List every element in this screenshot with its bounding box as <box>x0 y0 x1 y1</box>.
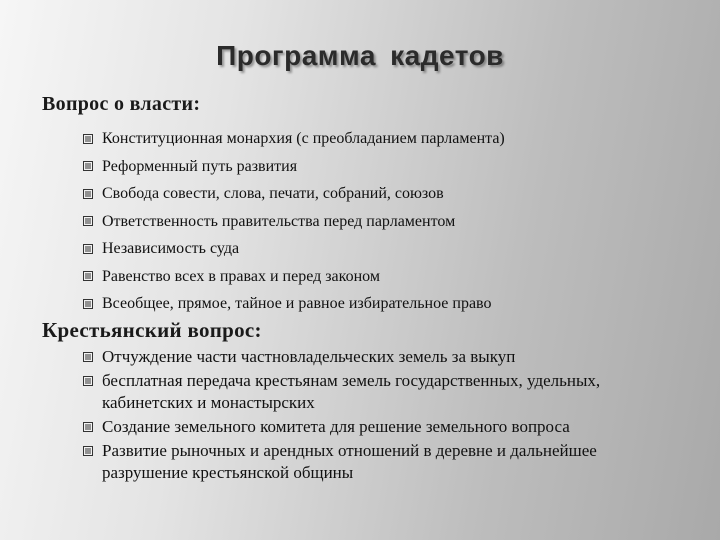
list-item-text: Отчуждение части частновладельческих земель за выкуп <box>102 347 516 366</box>
list-item-text: Всеобщее, прямое, тайное и равное избирательное право <box>102 295 492 312</box>
list-item <box>80 263 700 291</box>
list-item <box>80 180 700 208</box>
square-grid-bullet-icon <box>82 153 94 181</box>
list-item-text: Развитие рыночных и арендных отношений в деревне и дальнейшее разрушение крестьянской общины <box>102 441 597 482</box>
square-grid-bullet-icon <box>82 125 94 153</box>
list-item-text: Свобода совести, слова, печати, собраний, союзов <box>102 185 444 202</box>
list-item <box>80 416 680 438</box>
square-grid-bullet-icon <box>82 416 94 438</box>
list-item <box>80 290 700 318</box>
list-item <box>80 125 700 153</box>
list-item-text: Создание земельного комитета для решение земельного вопроса <box>102 417 570 436</box>
peasant-list <box>80 346 680 486</box>
square-grid-bullet-icon <box>82 235 94 263</box>
list-item-text: Независимость суда <box>102 240 240 257</box>
square-grid-bullet-icon <box>82 290 94 318</box>
square-grid-bullet-icon <box>82 263 94 291</box>
list-item <box>80 153 700 181</box>
square-grid-bullet-icon <box>82 346 94 368</box>
slide-title: Программа кадетов <box>216 40 504 71</box>
square-grid-bullet-icon <box>82 440 94 462</box>
square-grid-bullet-icon <box>82 370 94 392</box>
list-item-text: Ответственность правительства перед парламентом <box>102 212 456 230</box>
list-item-text: Реформенный путь развития <box>102 157 298 175</box>
list-item <box>80 346 680 368</box>
list-item <box>80 440 680 484</box>
section-heading-peasant: Крестьянский вопрос: <box>42 318 262 342</box>
list-item <box>80 208 700 236</box>
section-heading-power: Вопрос о власти: <box>42 93 201 115</box>
list-item-text: бесплатная передача крестьянам земель государственных, удельных, кабинетских и монастырских <box>102 371 601 412</box>
list-item-text: Конституционная монархия (с преобладанием парламента) <box>102 130 505 147</box>
list-item <box>80 235 700 263</box>
power-list <box>80 125 700 318</box>
square-grid-bullet-icon <box>82 208 94 236</box>
list-item-text: Равенство всех в правах и перед законом <box>102 267 380 285</box>
square-grid-bullet-icon <box>82 180 94 208</box>
list-item <box>80 370 680 414</box>
